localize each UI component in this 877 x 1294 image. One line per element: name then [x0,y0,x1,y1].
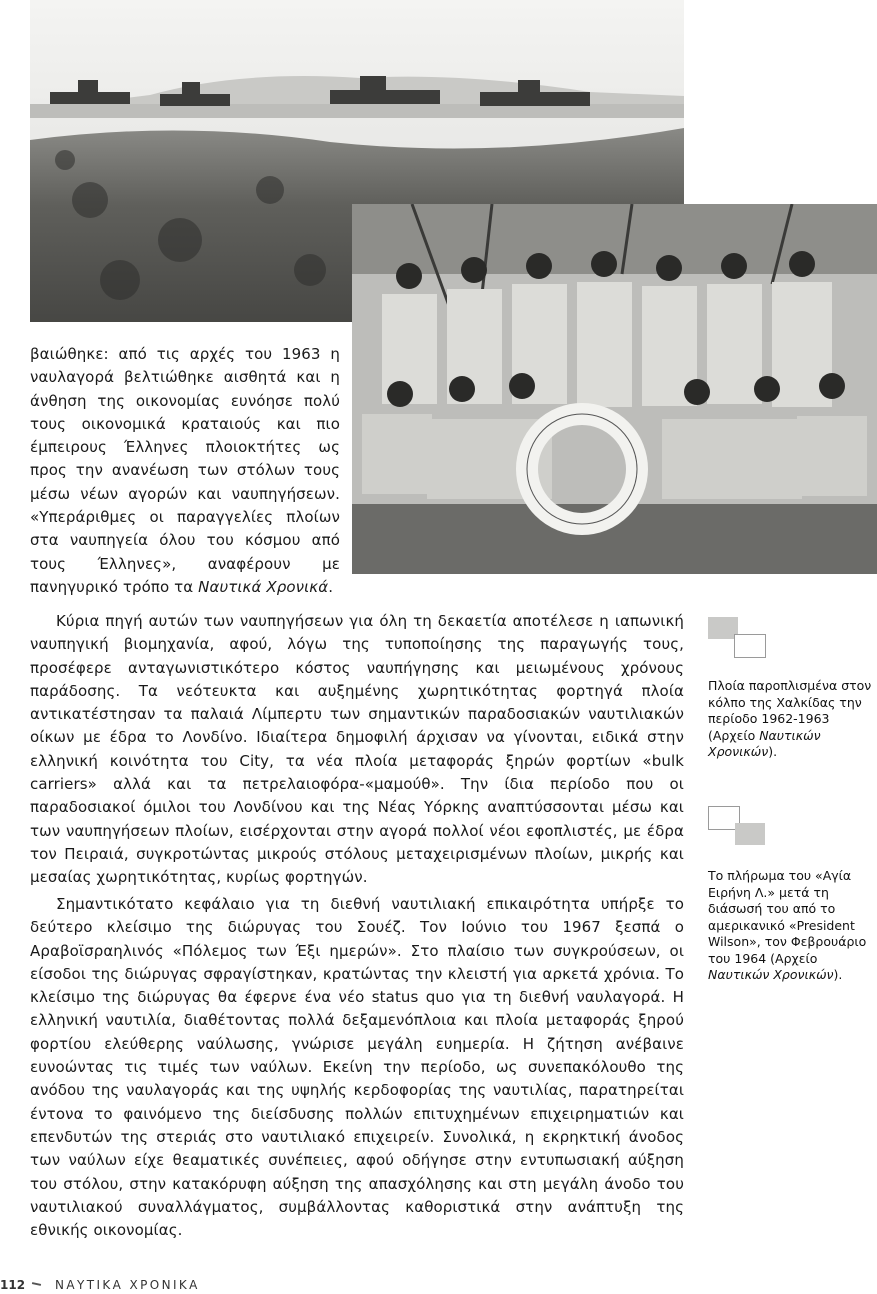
marker-square-outline [734,634,766,658]
caption-crew [708,868,873,984]
caption-2-source: Ναυτικών Χρονικών [708,967,834,982]
caption-2-text: Το πλήρωμα του «Αγία Ειρήνη Λ.» μετά τη διάσωσή του από το αμερικανικό «President Wilson», τον Φεβρουάριο του 1964 (Αρχείο [708,868,867,966]
running-title: ΝΑΥΤΙΚΑ ΧΡΟΝΙΚΑ [55,1278,200,1292]
caption-ships [708,678,873,761]
body-paragraph-1: Κύρια πηγή αυτών των ναυπηγήσεων για όλη τη δεκαετία αποτέλεσε η ιαπωνική ναυπηγική βιομηχανία, αφού, λόγω της τυποποίησης της παραγωγής τους, προσέφερε ανταγωνιστικότερο κόστος ναυπήγησης και μειωμένους χρόνους παράδοσης. Τα νεότευκτα και αυξημένης χωρητικότητας φορτηγά πλοία αντικατέστησαν τα παλαιά Λίμπερτυ των σημαντικών παραδοσιακών ναυτιλιακών οίκων με έδρα το Λονδίνο. Ιδιαίτερα δημοφιλή άρχισαν να γίνονται, ειδικά στην ελληνική κοινότητα του City, τα νέα πλοία μεταφοράς ξηρών φορτίων «bulk carriers» αλλά και τα πετρελαιοφόρα-«μαμούθ». Την ίδια περίοδο που οι παραδοσιακοί όμιλοι του Λονδίνου και της Νέας Υόρκης αναπτύσσονται μέσω και των ναυπηγήσεων πλοίων, εισέρχονται στην αγορά πολλοί νέοι εφοπλιστές, με έδρα τον Πειραιά, συγκροτώντας μικρούς στόλους μεταχειρισμένων πλοίων, μικρής και μεσαίας χωρητικότητας, κυρίως φορτηγών. [30,612,684,887]
caption-1-end: ). [768,744,778,759]
intro-source-title: Ναυτικά Χρονικά [198,577,329,596]
page-number: 112 [0,1278,26,1292]
caption-1-source: Ναυτικών Χρονικών [708,727,821,759]
caption-marker-1 [708,617,766,657]
body-paragraph-2: Σημαντικότατο κεφάλαιο για τη διεθνή ναυτιλιακή επικαιρότητα υπήρξε το δεύτερο κλείσιμο της διώρυγας του Σουέζ. Τον Ιούνιο του 1967 ξεσπά ο Αραβοϊσραηλινός «Πόλεμος των Έξι ημερών». Στο πλαίσιο των συγκρούσεων, οι είσοδοι της διώρυγας σφραγίστηκαν, κρατώντας την κλειστή για αρκετά χρόνια. Το κλείσιμο της διώρυγας θα έφερνε ένα νέο status quo για τη διεθνή ναυλαγορά. Η ελληνική ναυτιλία, διαθέτοντας πολλά δεξαμενόπλοια και πλοία μεταφοράς ξηρού φορτίου ελεύθερης ναύλωσης, γνώρισε μεγάλη ευημερία. Η ζήτηση ανέβαινε ευνοώντας τις τιμές των ναύλων. Εκείνη την περίοδο, ως συνεπακόλουθο της ανόδου της ναυλαγοράς και της υψηλής κερδοφορίας της ναυτιλίας, παρατηρείται έντονα το φαινόμενο της διείσδυσης πολλών επιτυχημένων επιχειρηματιών και επενδυτών της στεριάς στο ναυτιλιακό επιχειρείν. Συνολικά, η εκρηκτική άνοδος των ναύλων είχε θεαματικές συνέπειες, αφού οδήγησε στην εντυπωσιακή αύξηση του στόλου, στην κατακόρυφη αύξηση της απασχόλησης και στη μεγάλη άνοδο του ναυτιλιακού συναλλάγματος, συμβάλλοντας καθοριστικά στην ανάπτυξη της εθνικής οικονομίας. [30,895,684,1240]
footer-dash [32,1282,41,1286]
rescued-crew-photo [352,204,877,574]
marker-square-filled [735,823,765,845]
caption-2-end: ). [833,967,843,982]
caption-marker-2 [708,806,766,846]
intro-text: βαιώθηκε: από τις αρχές του 1963 η ναυλαγορά βελτιώθηκε αισθητά και η άνθηση της οικονομίας ευνόησε πολύ τους οικονομικά κραταιούς και πιο έμπειρους Έλληνες πλοιοκτήτες ως προς την ανανέωση των στόλων τους μέσω νέων αγορών και ναυπηγήσεων. «Υπεράριθμες οι παραγγελίες πλοίων στα ναυπηγεία όλου του κόσμου από τους Έλληνες», αναφέρουν με πανηγυρικό τρόπο τα [30,345,340,596]
intro-end: . [328,577,334,596]
caption-1-text: Πλοία παροπλισμένα στον κόλπο της Χαλκίδας την περίοδο 1962-1963 (Αρχείο [708,678,872,743]
intro-paragraph [30,343,340,599]
